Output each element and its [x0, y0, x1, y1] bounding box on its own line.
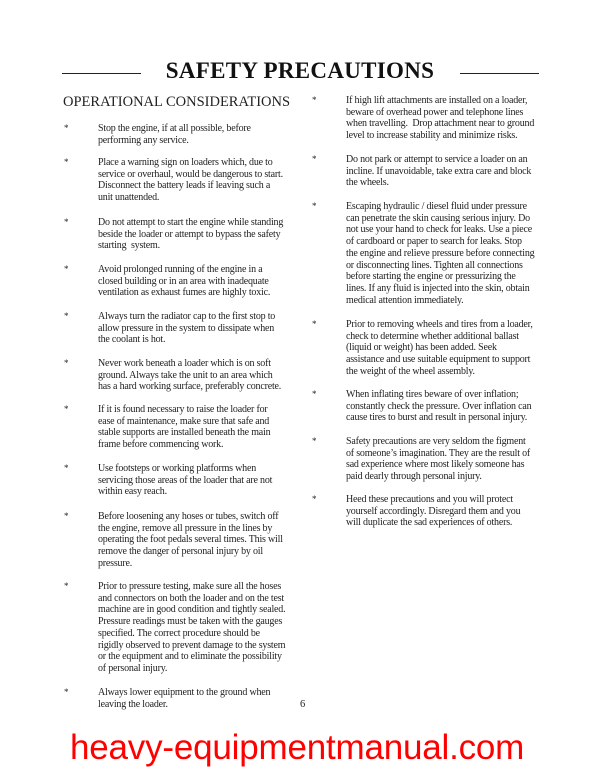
- bullet-text: Never work beneath a loader which is on soft ground. Always take the unit to an area which has a hard working surface, preferably concrete.: [98, 358, 282, 393]
- bullet-star: *: [64, 463, 69, 473]
- bullet-star: *: [64, 687, 69, 697]
- bullet-text: Use footsteps or working platforms when servicing those areas of the loader that are not within easy reach.: [98, 463, 273, 498]
- bullet-star: *: [64, 217, 69, 227]
- bullet-text: Escaping hydraulic / diesel fluid under pressure can penetrate the skin causing serious injury. Do not use your hand to check for leaks. Use a piece of cardboard or paper to search for leaks. Stop the engine and relieve pressure before connecting or disconnecting lines. Tighten all connections before starting the engine or pressurizing the lines. If any fluid is injected into the skin, obtain medical attention immediately.: [346, 201, 535, 306]
- bullet-star: *: [312, 389, 317, 399]
- bullet-text: If it is found necessary to raise the loader for ease of maintenance, make sure that safe and stable supports are installed beneath the main frame before commencing work.: [98, 404, 271, 451]
- bullet-text: Do not park or attempt to service a loader on an incline. If unavoidable, take extra care and block the wheels.: [346, 154, 532, 189]
- bullet-star: *: [64, 311, 69, 321]
- watermark: heavy-equipmentmanual.com: [70, 728, 525, 767]
- bullet-text: Prior to pressure testing, make sure all the hoses and connectors on both the loader and on the test machine are in good condition and tightly sealed. Pressure readings must be taken with the gauges specified. The correct procedure should be rigidly observed to prevent damage to the system or the equipment and to eliminate the possibility of personal injury.: [98, 581, 286, 674]
- bullet-text: Always lower equipment to the ground when leaving the loader.: [98, 687, 271, 710]
- bullet-text: Prior to removing wheels and tires from a loader, check to determine whether additional ballast (liquid or weight) has been added. Seek assistance and use suitable equipment to support the weight of the wheel assembly.: [346, 319, 533, 377]
- bullet-star: *: [312, 95, 317, 105]
- bullet-text: Avoid prolonged running of the engine in a closed building or in an area with inadequate ventilation as exhaust fumes are highly toxic.: [98, 264, 271, 299]
- bullet-star: *: [312, 494, 317, 504]
- bullet-text: If high lift attachments are installed on a loader, beware of overhead power and telephone lines when travelling. Drop attachment near to ground level to increase stability and minimize risks.: [346, 95, 535, 142]
- bullet-star: *: [64, 581, 69, 591]
- bullet-star: *: [64, 264, 69, 274]
- bullet-text: Heed these precautions and you will protect yourself accordingly. Disregard them and you will duplicate the sad experiences of others.: [346, 494, 521, 529]
- page-title: SAFETY PRECAUTIONS: [165, 58, 435, 83]
- bullet-star: *: [64, 358, 69, 368]
- bullet-text: Safety precautions are very seldom the figment of someone’s imagination. They are the result of sad experience where most likely someone has paid dearly through personal injury.: [346, 436, 531, 483]
- bullet-star: *: [64, 157, 69, 167]
- bullet-text: Place a warning sign on loaders which, due to service or overhaul, would be dangerous to start. Disconnect the battery leads if leaving such a unit unattended.: [98, 157, 283, 204]
- page-number: 6: [300, 699, 306, 710]
- bullet-star: *: [64, 404, 69, 414]
- bullet-text: When inflating tires beware of over inflation; constantly check the pressure. Over inflation can cause tires to burst and result in personal injury.: [346, 389, 532, 424]
- bullet-star: *: [64, 511, 69, 521]
- bullet-text: Before loosening any hoses or tubes, switch off the engine, remove all pressure in the lines by operating the foot pedals several times. This will remove the danger of personal injury by oil pressure.: [98, 511, 283, 569]
- bullet-star: *: [312, 436, 317, 446]
- bullet-star: *: [312, 154, 317, 164]
- section-heading: OPERATIONAL CONSIDERATIONS: [63, 94, 291, 110]
- bullet-star: *: [64, 123, 69, 133]
- bullet-star: *: [312, 319, 317, 329]
- bullet-star: *: [312, 201, 317, 211]
- bullet-text: Do not attempt to start the engine while standing beside the loader or attempt to bypass the safety starting system.: [98, 217, 284, 252]
- bullet-text: Stop the engine, if at all possible, before performing any service.: [98, 123, 251, 146]
- bullet-text: Always turn the radiator cap to the first stop to allow pressure in the system to dissipate when the coolant is hot.: [98, 311, 276, 346]
